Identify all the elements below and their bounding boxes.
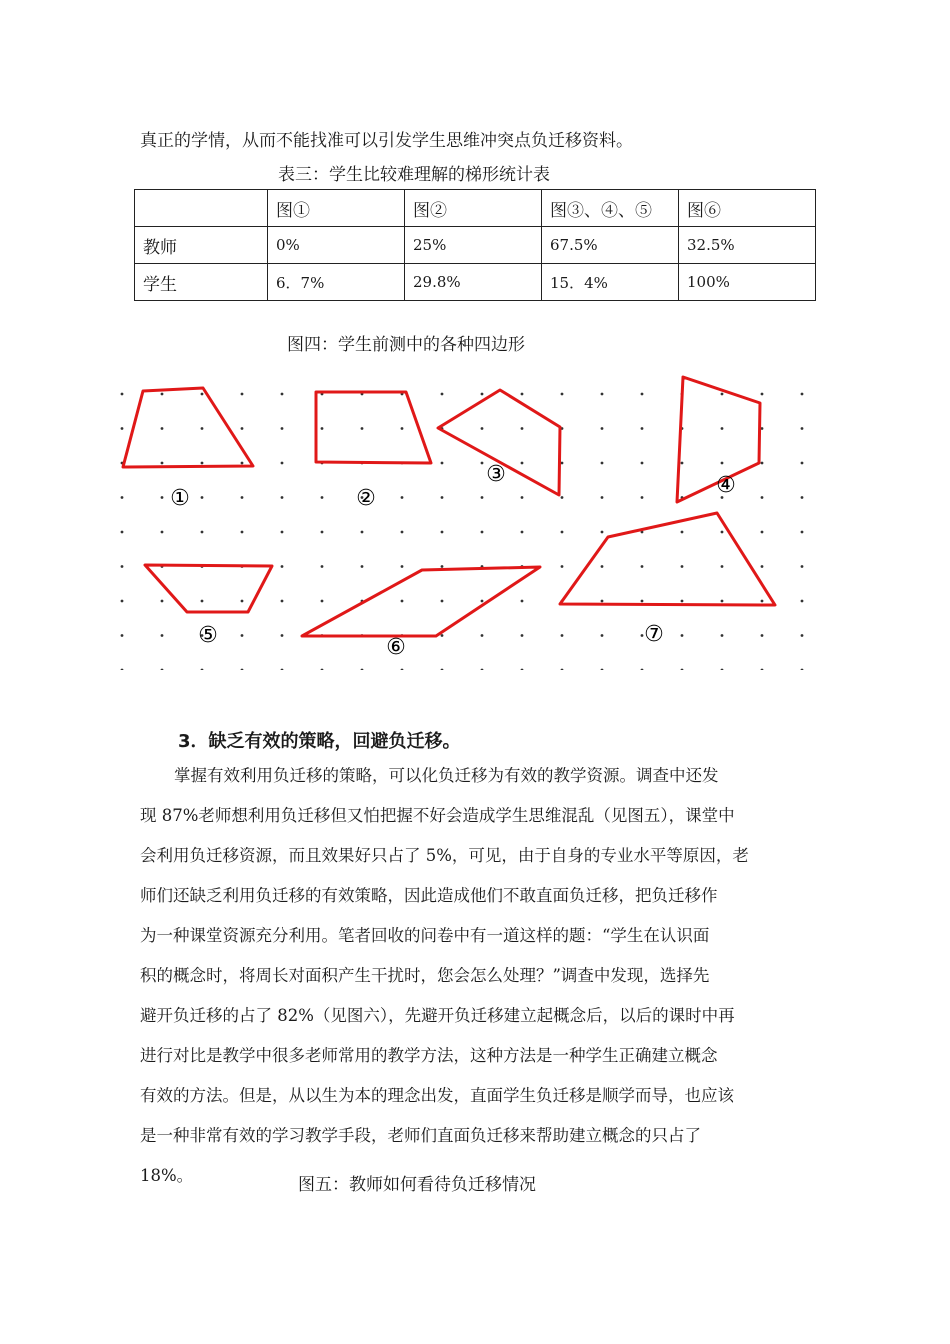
quadrilateral-shape-5 bbox=[145, 565, 272, 612]
grid-dot bbox=[601, 427, 604, 430]
grid-dot bbox=[601, 634, 604, 637]
grid-dot bbox=[521, 427, 524, 430]
grid-dot bbox=[441, 393, 444, 396]
paragraph-line: 现 87%老师想利用负迁移但又怕把握不好会造成学生思维混乱（见图五），课堂中 bbox=[140, 806, 735, 825]
grid-dot bbox=[521, 393, 524, 396]
grid-dot bbox=[601, 531, 604, 534]
grid-dot bbox=[241, 393, 244, 396]
grid-dot bbox=[561, 496, 564, 499]
trapezoid-stats-table bbox=[134, 189, 816, 301]
grid-dot bbox=[241, 462, 244, 465]
table-header-cell: 图① bbox=[268, 190, 405, 227]
grid-dot bbox=[481, 393, 484, 396]
grid-dot bbox=[641, 427, 644, 430]
grid-dot bbox=[761, 565, 764, 568]
grid-dot bbox=[561, 565, 564, 568]
grid-dot bbox=[121, 565, 124, 568]
table-cell: 25% bbox=[405, 227, 542, 264]
grid-dot bbox=[281, 393, 284, 396]
grid-dot bbox=[521, 634, 524, 637]
grid-dot bbox=[561, 634, 564, 637]
grid-dot bbox=[241, 600, 244, 603]
grid-dot bbox=[481, 427, 484, 430]
table-header-cell bbox=[135, 190, 268, 227]
table-cell: 100% bbox=[679, 264, 816, 301]
grid-dot bbox=[721, 600, 724, 603]
grid-dot bbox=[801, 462, 804, 465]
shape-label-4: ④ bbox=[716, 473, 736, 498]
table-row bbox=[135, 264, 816, 301]
grid-dot bbox=[521, 496, 524, 499]
grid-dot bbox=[561, 393, 564, 396]
paragraph-line: 避开负迁移的占了 82%（见图六），先避开负迁移建立起概念后，以后的课时中再 bbox=[140, 1006, 735, 1025]
grid-dot bbox=[201, 600, 204, 603]
grid-dot bbox=[721, 462, 724, 465]
grid-dot bbox=[281, 634, 284, 637]
paragraph-line: 为一种课堂资源充分利用。笔者回收的问卷中有一道这样的题：“学生在认识面 bbox=[140, 926, 710, 945]
grid-dot bbox=[281, 669, 284, 670]
final-figure-caption: 图五：教师如何看待负迁移情况 bbox=[298, 1175, 536, 1195]
grid-dot bbox=[801, 427, 804, 430]
grid-dot bbox=[201, 496, 204, 499]
grid-dot bbox=[521, 600, 524, 603]
table-row-label: 学生 bbox=[135, 264, 268, 301]
grid-dot bbox=[521, 462, 524, 465]
grid-dot bbox=[601, 496, 604, 499]
grid-dot bbox=[721, 393, 724, 396]
grid-dot bbox=[201, 462, 204, 465]
grid-dot bbox=[481, 531, 484, 534]
grid-dot bbox=[481, 669, 484, 670]
grid-dot bbox=[441, 634, 444, 637]
grid-dot bbox=[321, 427, 324, 430]
grid-dot bbox=[801, 669, 804, 670]
grid-dot bbox=[481, 634, 484, 637]
figure-caption: 图四：学生前测中的各种四边形 bbox=[287, 335, 525, 355]
grid-dot bbox=[521, 531, 524, 534]
grid-dot bbox=[641, 462, 644, 465]
grid-dot bbox=[601, 669, 604, 670]
grid-dot bbox=[201, 393, 204, 396]
paragraph-line: 会利用负迁移资源，而且效果好只占了 5%，可见，由于自身的专业水平等原因，老 bbox=[140, 846, 749, 865]
shape-label-1: ① bbox=[170, 486, 190, 511]
grid-dot bbox=[481, 462, 484, 465]
grid-dot bbox=[201, 531, 204, 534]
grid-dot bbox=[321, 600, 324, 603]
table-cell: 15．4% bbox=[542, 264, 679, 301]
paragraph-line: 是一种非常有效的学习教学手段，老师们直面负迁移来帮助建立概念的只占了 bbox=[140, 1126, 701, 1145]
grid-dot bbox=[121, 427, 124, 430]
grid-dot bbox=[761, 496, 764, 499]
grid-dot bbox=[121, 634, 124, 637]
grid-dot bbox=[281, 600, 284, 603]
grid-dot bbox=[681, 634, 684, 637]
grid-dot bbox=[161, 462, 164, 465]
grid-dot bbox=[121, 393, 124, 396]
grid-dot bbox=[641, 634, 644, 637]
quadrilaterals-figure bbox=[0, 370, 950, 670]
grid-dot bbox=[241, 669, 244, 670]
grid-dot bbox=[441, 669, 444, 670]
grid-dot bbox=[761, 393, 764, 396]
grid-dot bbox=[641, 496, 644, 499]
shape-label-2: ② bbox=[356, 486, 376, 511]
grid-dot bbox=[241, 496, 244, 499]
grid-dot bbox=[641, 565, 644, 568]
grid-dot bbox=[121, 531, 124, 534]
grid-dot bbox=[441, 600, 444, 603]
section-heading: 3．缺乏有效的策略，回避负迁移。 bbox=[178, 731, 461, 752]
table-row bbox=[135, 227, 816, 264]
paragraph-line: 师们还缺乏利用负迁移的有效策略，因此造成他们不敢直面负迁移，把负迁移作 bbox=[140, 886, 718, 905]
grid-dot bbox=[561, 462, 564, 465]
grid-dot bbox=[121, 496, 124, 499]
grid-dot bbox=[801, 634, 804, 637]
quadrilateral-shape-7 bbox=[560, 513, 775, 605]
grid-dot bbox=[241, 427, 244, 430]
body-paragraph bbox=[140, 756, 820, 1196]
paragraph-line: 积的概念时，将周长对面积产生干扰时，您会怎么处理？”调查中发现，选择先 bbox=[140, 966, 710, 985]
table-cell: 0% bbox=[268, 227, 405, 264]
table-cell: 32.5% bbox=[679, 227, 816, 264]
shape-label-5: ⑤ bbox=[198, 623, 218, 648]
grid-dot bbox=[401, 565, 404, 568]
grid-dot bbox=[281, 565, 284, 568]
grid-dot bbox=[721, 531, 724, 534]
grid-dot bbox=[441, 462, 444, 465]
grid-dot bbox=[441, 531, 444, 534]
paragraph-line: 进行对比是教学中很多老师常用的教学方法，这种方法是一种学生正确建立概念 bbox=[140, 1046, 718, 1065]
quadrilateral-shape-2 bbox=[316, 392, 431, 463]
intro-text-line: 真正的学情，从而不能找准可以引发学生思维冲突点负迁移资料。 bbox=[140, 131, 633, 151]
table-row-label: 教师 bbox=[135, 227, 268, 264]
grid-dot bbox=[401, 531, 404, 534]
grid-dot bbox=[681, 531, 684, 534]
quadrilateral-shape-1 bbox=[123, 388, 253, 467]
paragraph-line: 有效的方法。但是，从以生为本的理念出发，直面学生负迁移是顺学而导，也应该 bbox=[140, 1086, 734, 1105]
grid-dot bbox=[321, 669, 324, 670]
grid-dot bbox=[761, 531, 764, 534]
grid-dot bbox=[361, 427, 364, 430]
shape-label-3: ③ bbox=[486, 462, 506, 487]
table-cell: 67.5% bbox=[542, 227, 679, 264]
grid-dot bbox=[441, 496, 444, 499]
grid-dot bbox=[761, 634, 764, 637]
grid-dot bbox=[401, 427, 404, 430]
grid-dot bbox=[801, 600, 804, 603]
grid-dot bbox=[161, 496, 164, 499]
grid-dot bbox=[601, 393, 604, 396]
grid-dot bbox=[161, 634, 164, 637]
grid-dot bbox=[641, 600, 644, 603]
grid-dot bbox=[401, 496, 404, 499]
grid-dot bbox=[201, 427, 204, 430]
grid-dot bbox=[721, 565, 724, 568]
table-header-cell: 图③、④、⑤ bbox=[542, 190, 679, 227]
grid-dot bbox=[681, 600, 684, 603]
grid-dot bbox=[161, 427, 164, 430]
table-header-cell: 图② bbox=[405, 190, 542, 227]
quadrilateral-shape-6 bbox=[302, 567, 540, 636]
grid-dot bbox=[401, 600, 404, 603]
grid-dot bbox=[801, 565, 804, 568]
grid-dot bbox=[441, 565, 444, 568]
dot-grid bbox=[121, 393, 804, 670]
paragraph-line: 18%。 bbox=[140, 1166, 194, 1185]
grid-dot bbox=[801, 393, 804, 396]
table-cell: 6．7% bbox=[268, 264, 405, 301]
grid-dot bbox=[721, 669, 724, 670]
grid-dot bbox=[801, 531, 804, 534]
grid-dot bbox=[721, 634, 724, 637]
grid-dot bbox=[241, 634, 244, 637]
table-cell: 29.8% bbox=[405, 264, 542, 301]
grid-dot bbox=[161, 393, 164, 396]
grid-dot bbox=[561, 531, 564, 534]
grid-dot bbox=[681, 669, 684, 670]
grid-dot bbox=[601, 565, 604, 568]
grid-dot bbox=[401, 669, 404, 670]
paragraph-line: 掌握有效利用负迁移的策略，可以化负迁移为有效的教学资源。调查中还发 bbox=[174, 766, 719, 785]
grid-dot bbox=[321, 565, 324, 568]
grid-dot bbox=[601, 600, 604, 603]
grid-dot bbox=[281, 496, 284, 499]
table-caption: 表三：学生比较难理解的梯形统计表 bbox=[278, 165, 550, 185]
grid-dot bbox=[561, 669, 564, 670]
grid-dot bbox=[761, 669, 764, 670]
grid-dot bbox=[321, 496, 324, 499]
grid-dot bbox=[361, 565, 364, 568]
grid-dot bbox=[761, 600, 764, 603]
grid-dot bbox=[481, 496, 484, 499]
grid-dot bbox=[121, 669, 124, 670]
grid-dot bbox=[601, 462, 604, 465]
grid-dot bbox=[721, 427, 724, 430]
grid-dot bbox=[161, 531, 164, 534]
grid-dot bbox=[121, 600, 124, 603]
grid-dot bbox=[281, 427, 284, 430]
table-header-row bbox=[135, 190, 816, 227]
grid-dot bbox=[361, 669, 364, 670]
shape-label-6: ⑥ bbox=[386, 635, 406, 660]
grid-dot bbox=[681, 565, 684, 568]
grid-dot bbox=[161, 600, 164, 603]
grid-dot bbox=[321, 531, 324, 534]
grid-dot bbox=[641, 393, 644, 396]
grid-dot bbox=[481, 600, 484, 603]
grid-dot bbox=[281, 531, 284, 534]
grid-dot bbox=[521, 669, 524, 670]
grid-dot bbox=[361, 531, 364, 534]
shape-label-7: ⑦ bbox=[644, 622, 664, 647]
grid-dot bbox=[201, 669, 204, 670]
table-header-cell: 图⑥ bbox=[679, 190, 816, 227]
grid-dot bbox=[681, 462, 684, 465]
grid-dot bbox=[161, 669, 164, 670]
grid-dot bbox=[801, 496, 804, 499]
grid-dot bbox=[761, 462, 764, 465]
grid-dot bbox=[241, 531, 244, 534]
grid-dot bbox=[641, 669, 644, 670]
grid-dot bbox=[281, 462, 284, 465]
